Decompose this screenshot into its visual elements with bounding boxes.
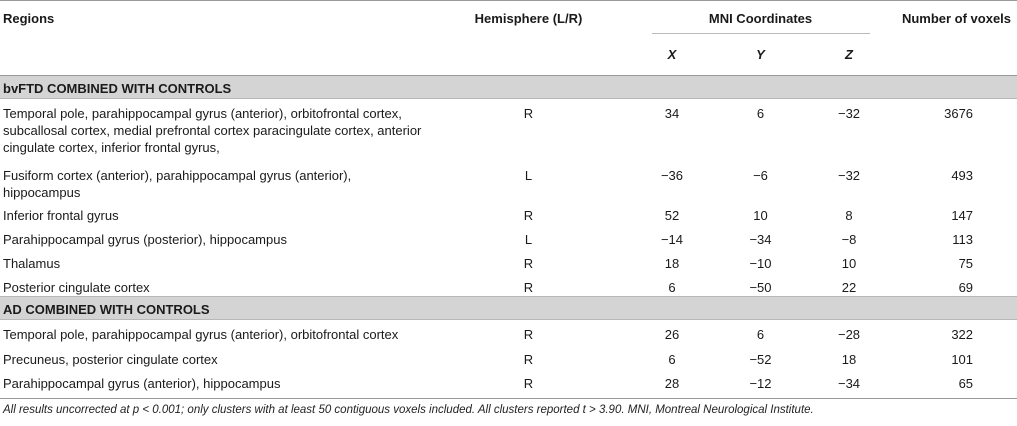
cell-y: 10: [753, 207, 768, 223]
cell-voxels: 147: [951, 207, 974, 223]
table-row: [0, 345, 1017, 369]
header-hemisphere: Hemisphere (L/R): [430, 1, 627, 37]
cell-y: 6: [756, 327, 765, 342]
cell-hemisphere: R: [523, 255, 534, 271]
cell-z: 10: [841, 255, 857, 271]
cell-region: Inferior frontal gyrus: [3, 207, 119, 223]
header-regions: Regions: [0, 1, 430, 37]
cell-z: −28: [837, 327, 861, 342]
cell-z: 18: [841, 351, 857, 367]
cell-region: Precuneus, posterior cingulate cortex: [3, 351, 218, 367]
cell-region: Parahippocampal gyrus (posterior), hippocampus: [3, 231, 287, 247]
cell-x: −36: [660, 167, 684, 183]
cell-x: 52: [664, 207, 680, 223]
cell-z: −34: [804, 369, 894, 399]
cell-hemisphere: R: [523, 106, 534, 121]
header-mni: [627, 1, 894, 37]
subheader-row: [0, 37, 1017, 76]
header-voxels: Number of voxels: [894, 1, 1017, 37]
cell-region: Temporal pole, parahippocampal gyrus (anterior), orbitofrontal cortex: [3, 327, 399, 342]
cell-y: −50: [749, 279, 772, 295]
cell-z: −8: [841, 231, 857, 247]
table-row: [0, 320, 1017, 345]
cell-x: 6: [668, 279, 676, 295]
table-row: [0, 225, 1017, 249]
section-title: AD COMBINED WITH CONTROLS: [0, 297, 1017, 320]
table-row: [0, 369, 1017, 399]
table-row: [0, 99, 1017, 161]
cell-region: Parahippocampal gyrus (anterior), hippocampus: [0, 369, 430, 399]
cell-hemisphere: R: [523, 207, 534, 223]
cell-hemisphere: R: [523, 327, 534, 342]
cell-hemisphere: R: [523, 351, 534, 367]
header-row: [0, 1, 1017, 37]
cell-z: 22: [841, 279, 857, 295]
cell-voxels: 75: [958, 255, 974, 271]
cell-y: −52: [749, 351, 772, 367]
cell-x: 18: [664, 255, 680, 271]
header-mni-label: MNI Coordinates: [652, 10, 870, 34]
cell-x: 28: [627, 369, 717, 399]
cell-voxels: 65: [894, 369, 1017, 399]
subheader-blank: [894, 37, 1017, 76]
cell-region: Fusiform cortex (anterior), parahippocampal gyrus (anterior), hippocampus: [3, 167, 352, 200]
section-header: [0, 297, 1017, 320]
cell-y: −6: [753, 167, 768, 183]
cell-hemisphere: R: [523, 279, 534, 295]
header-y: Y: [717, 37, 804, 76]
cell-region: Temporal pole, parahippocampal gyrus (anterior), orbitofrontal cortex, subcallosal cortex, medial prefrontal cortex paracingulate cortex, anterior cingulate cortex, inferior frontal gyrus,: [3, 106, 422, 155]
table-row: [0, 249, 1017, 273]
cell-voxels: 69: [958, 279, 974, 295]
subheader-blank: [0, 37, 430, 76]
cell-voxels: 101: [951, 351, 974, 367]
cell-region: Posterior cingulate cortex: [3, 279, 150, 295]
cell-hemisphere: R: [430, 369, 627, 399]
section-header: [0, 76, 1017, 99]
subheader-blank: [430, 37, 627, 76]
cell-hemisphere: L: [524, 167, 533, 183]
table-footnote: All results uncorrected at p < 0.001; only clusters with at least 50 contiguous voxels included. All clusters reported t > 3.90. MNI, Montreal Neurological Institute.: [3, 404, 814, 416]
cell-x: 26: [664, 327, 680, 342]
cell-y: −34: [749, 231, 772, 247]
cell-voxels: 493: [951, 167, 974, 183]
table-row: [0, 273, 1017, 297]
cell-x: 6: [668, 351, 676, 367]
cell-x: −14: [660, 231, 684, 247]
cell-x: 34: [664, 106, 680, 121]
section-title: bvFTD COMBINED WITH CONTROLS: [0, 76, 1017, 99]
table-row: [0, 161, 1017, 201]
cell-hemisphere: L: [524, 231, 533, 247]
cell-y: −12: [717, 369, 804, 399]
cell-region: Thalamus: [3, 255, 61, 271]
cell-y: −10: [749, 255, 772, 271]
cell-z: −32: [837, 106, 861, 121]
cell-z: −32: [837, 167, 861, 183]
cell-voxels: 113: [952, 231, 974, 247]
cell-y: 6: [756, 106, 765, 121]
cell-z: 8: [845, 207, 853, 223]
table-row: [0, 201, 1017, 225]
cell-voxels: 322: [951, 327, 974, 342]
header-x: X: [627, 37, 717, 76]
cell-voxels: 3676: [944, 106, 974, 121]
header-z: Z: [804, 37, 894, 76]
